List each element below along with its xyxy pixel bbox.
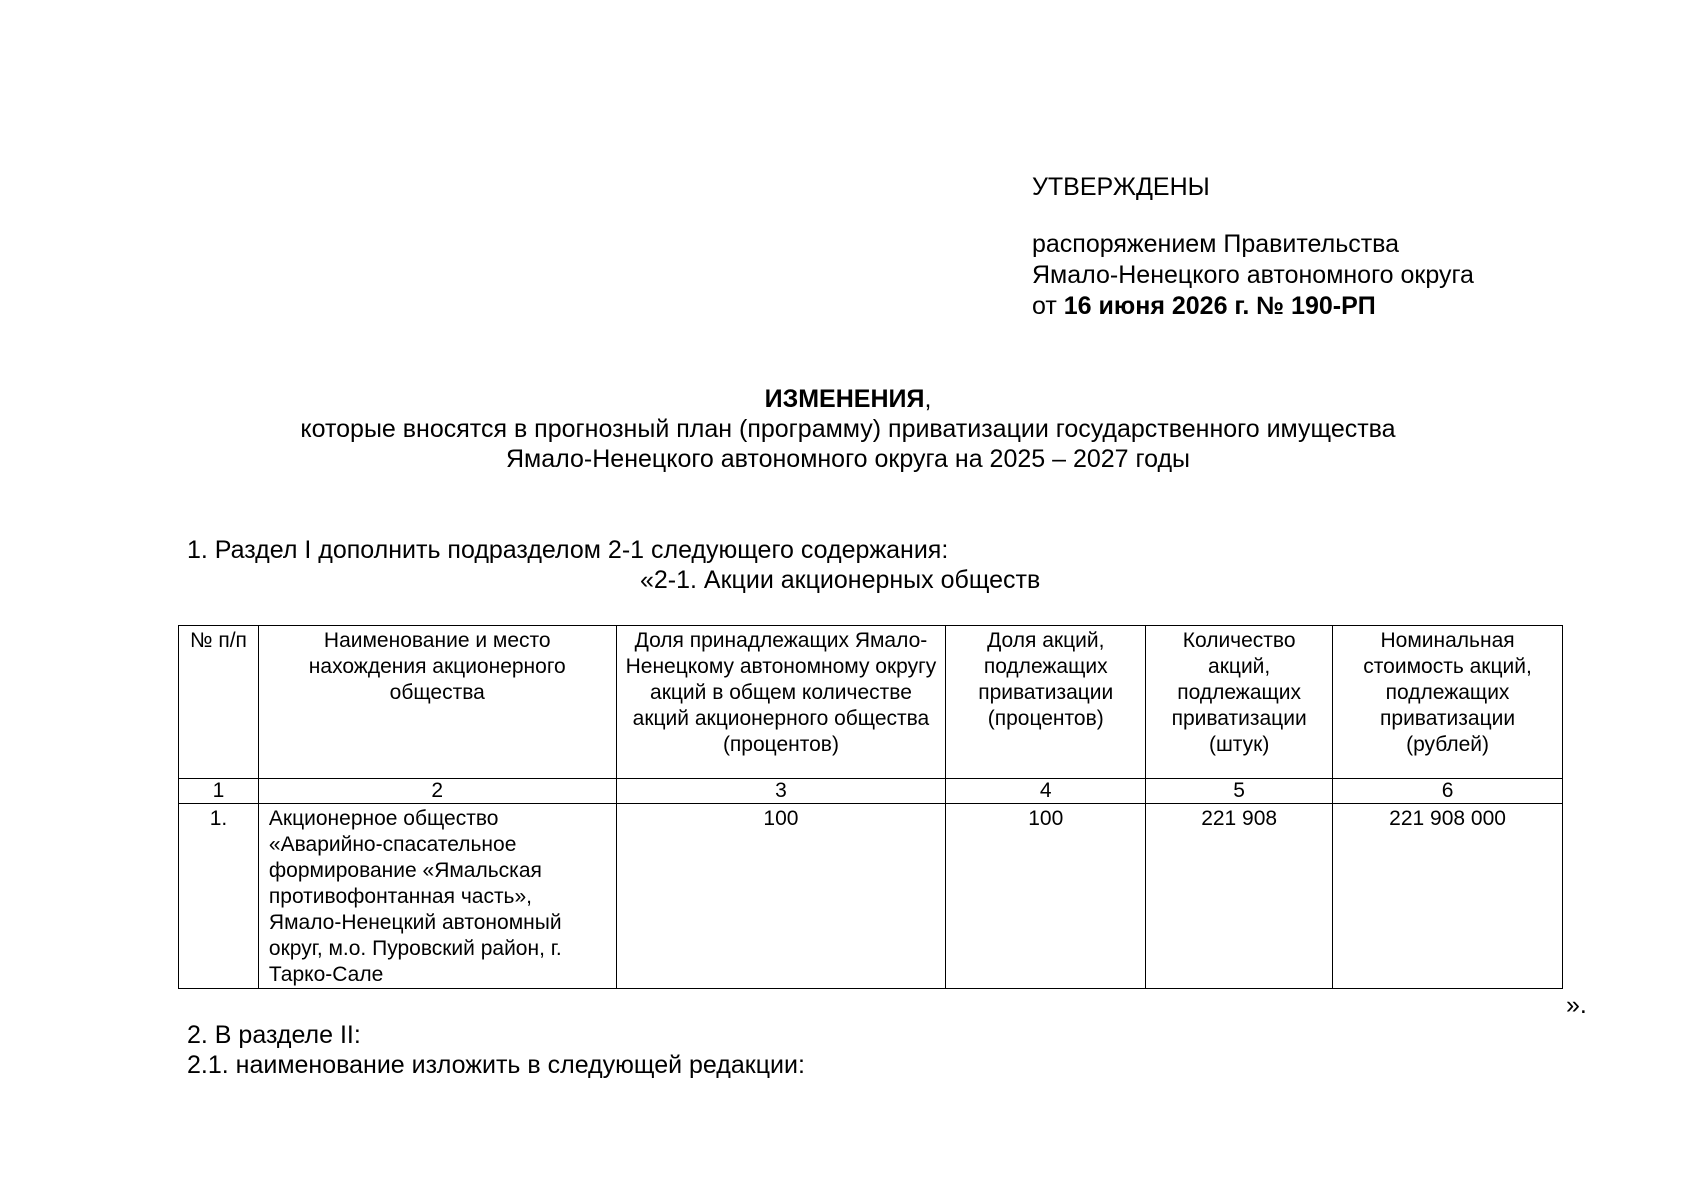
approval-date-value: 16 июня 2026 г. № 190-РП: [1063, 292, 1376, 320]
header-number: № п/п: [179, 626, 259, 779]
table-header-row: [179, 626, 1563, 779]
column-number: 5: [1146, 779, 1333, 804]
document-title: [188, 384, 1508, 474]
subsection-title: «2-1. Акции акционерных обществ: [640, 566, 1041, 594]
section-2-text: 2. В разделе II:: [187, 1021, 361, 1049]
column-number: 6: [1333, 779, 1563, 804]
title-heading-suffix: ,: [924, 385, 932, 413]
nominal-value: 221 908 000: [1333, 804, 1563, 989]
title-heading: ИЗМЕНЕНИЯ: [764, 385, 925, 413]
closing-quote: ».: [1566, 991, 1587, 1019]
column-number: 3: [616, 779, 946, 804]
column-number: 2: [258, 779, 616, 804]
shares-table: [178, 625, 1563, 989]
section-2-1-text: 2.1. наименование изложить в следующей редакции:: [187, 1051, 805, 1079]
share-owned: 100: [616, 804, 946, 989]
title-line-1: которые вносятся в прогнозный план (программу) приватизации государственного имущества: [300, 415, 1396, 443]
share-quantity: 221 908: [1146, 804, 1333, 989]
column-number: 4: [946, 779, 1146, 804]
company-name: Акционерное общество «Аварийно-спасательное формирование «Ямальская противофонтанная часть», Ямало-Ненецкий автономный округ, м.о. Пуровский район, г. Тарко-Сале: [258, 804, 616, 989]
approval-block: [1032, 172, 1474, 322]
row-number: 1.: [179, 804, 259, 989]
header-share-owned: Доля принадлежащих Ямало-Ненецкому автономному округу акций в общем количестве акций акционерного общества (процентов): [616, 626, 946, 779]
column-number-row: [179, 779, 1563, 804]
approval-date: [1032, 291, 1474, 322]
table-row: [179, 804, 1563, 989]
column-number: 1: [179, 779, 259, 804]
approval-line-2: Ямало-Ненецкого автономного округа: [1032, 261, 1474, 289]
header-nominal-value: Номинальная стоимость акций, подлежащих приватизации (рублей): [1333, 626, 1563, 779]
approval-date-prefix: от: [1032, 292, 1057, 320]
header-share-privatized: Доля акций, подлежащих приватизации (процентов): [946, 626, 1146, 779]
title-line-2: Ямало-Ненецкого автономного округа на 2025 – 2027 годы: [506, 445, 1190, 473]
title-heading-line: [188, 384, 1508, 414]
approval-status: УТВЕРЖДЕНЫ: [1032, 173, 1210, 201]
share-privatized: 100: [946, 804, 1146, 989]
header-company-name: Наименование и место нахождения акционерного общества: [258, 626, 616, 779]
header-quantity: Количество акций, подлежащих приватизации (штук): [1146, 626, 1333, 779]
section-1-text: 1. Раздел I дополнить подразделом 2-1 следующего содержания:: [187, 536, 949, 564]
approval-line-1: распоряжением Правительства: [1032, 230, 1400, 258]
